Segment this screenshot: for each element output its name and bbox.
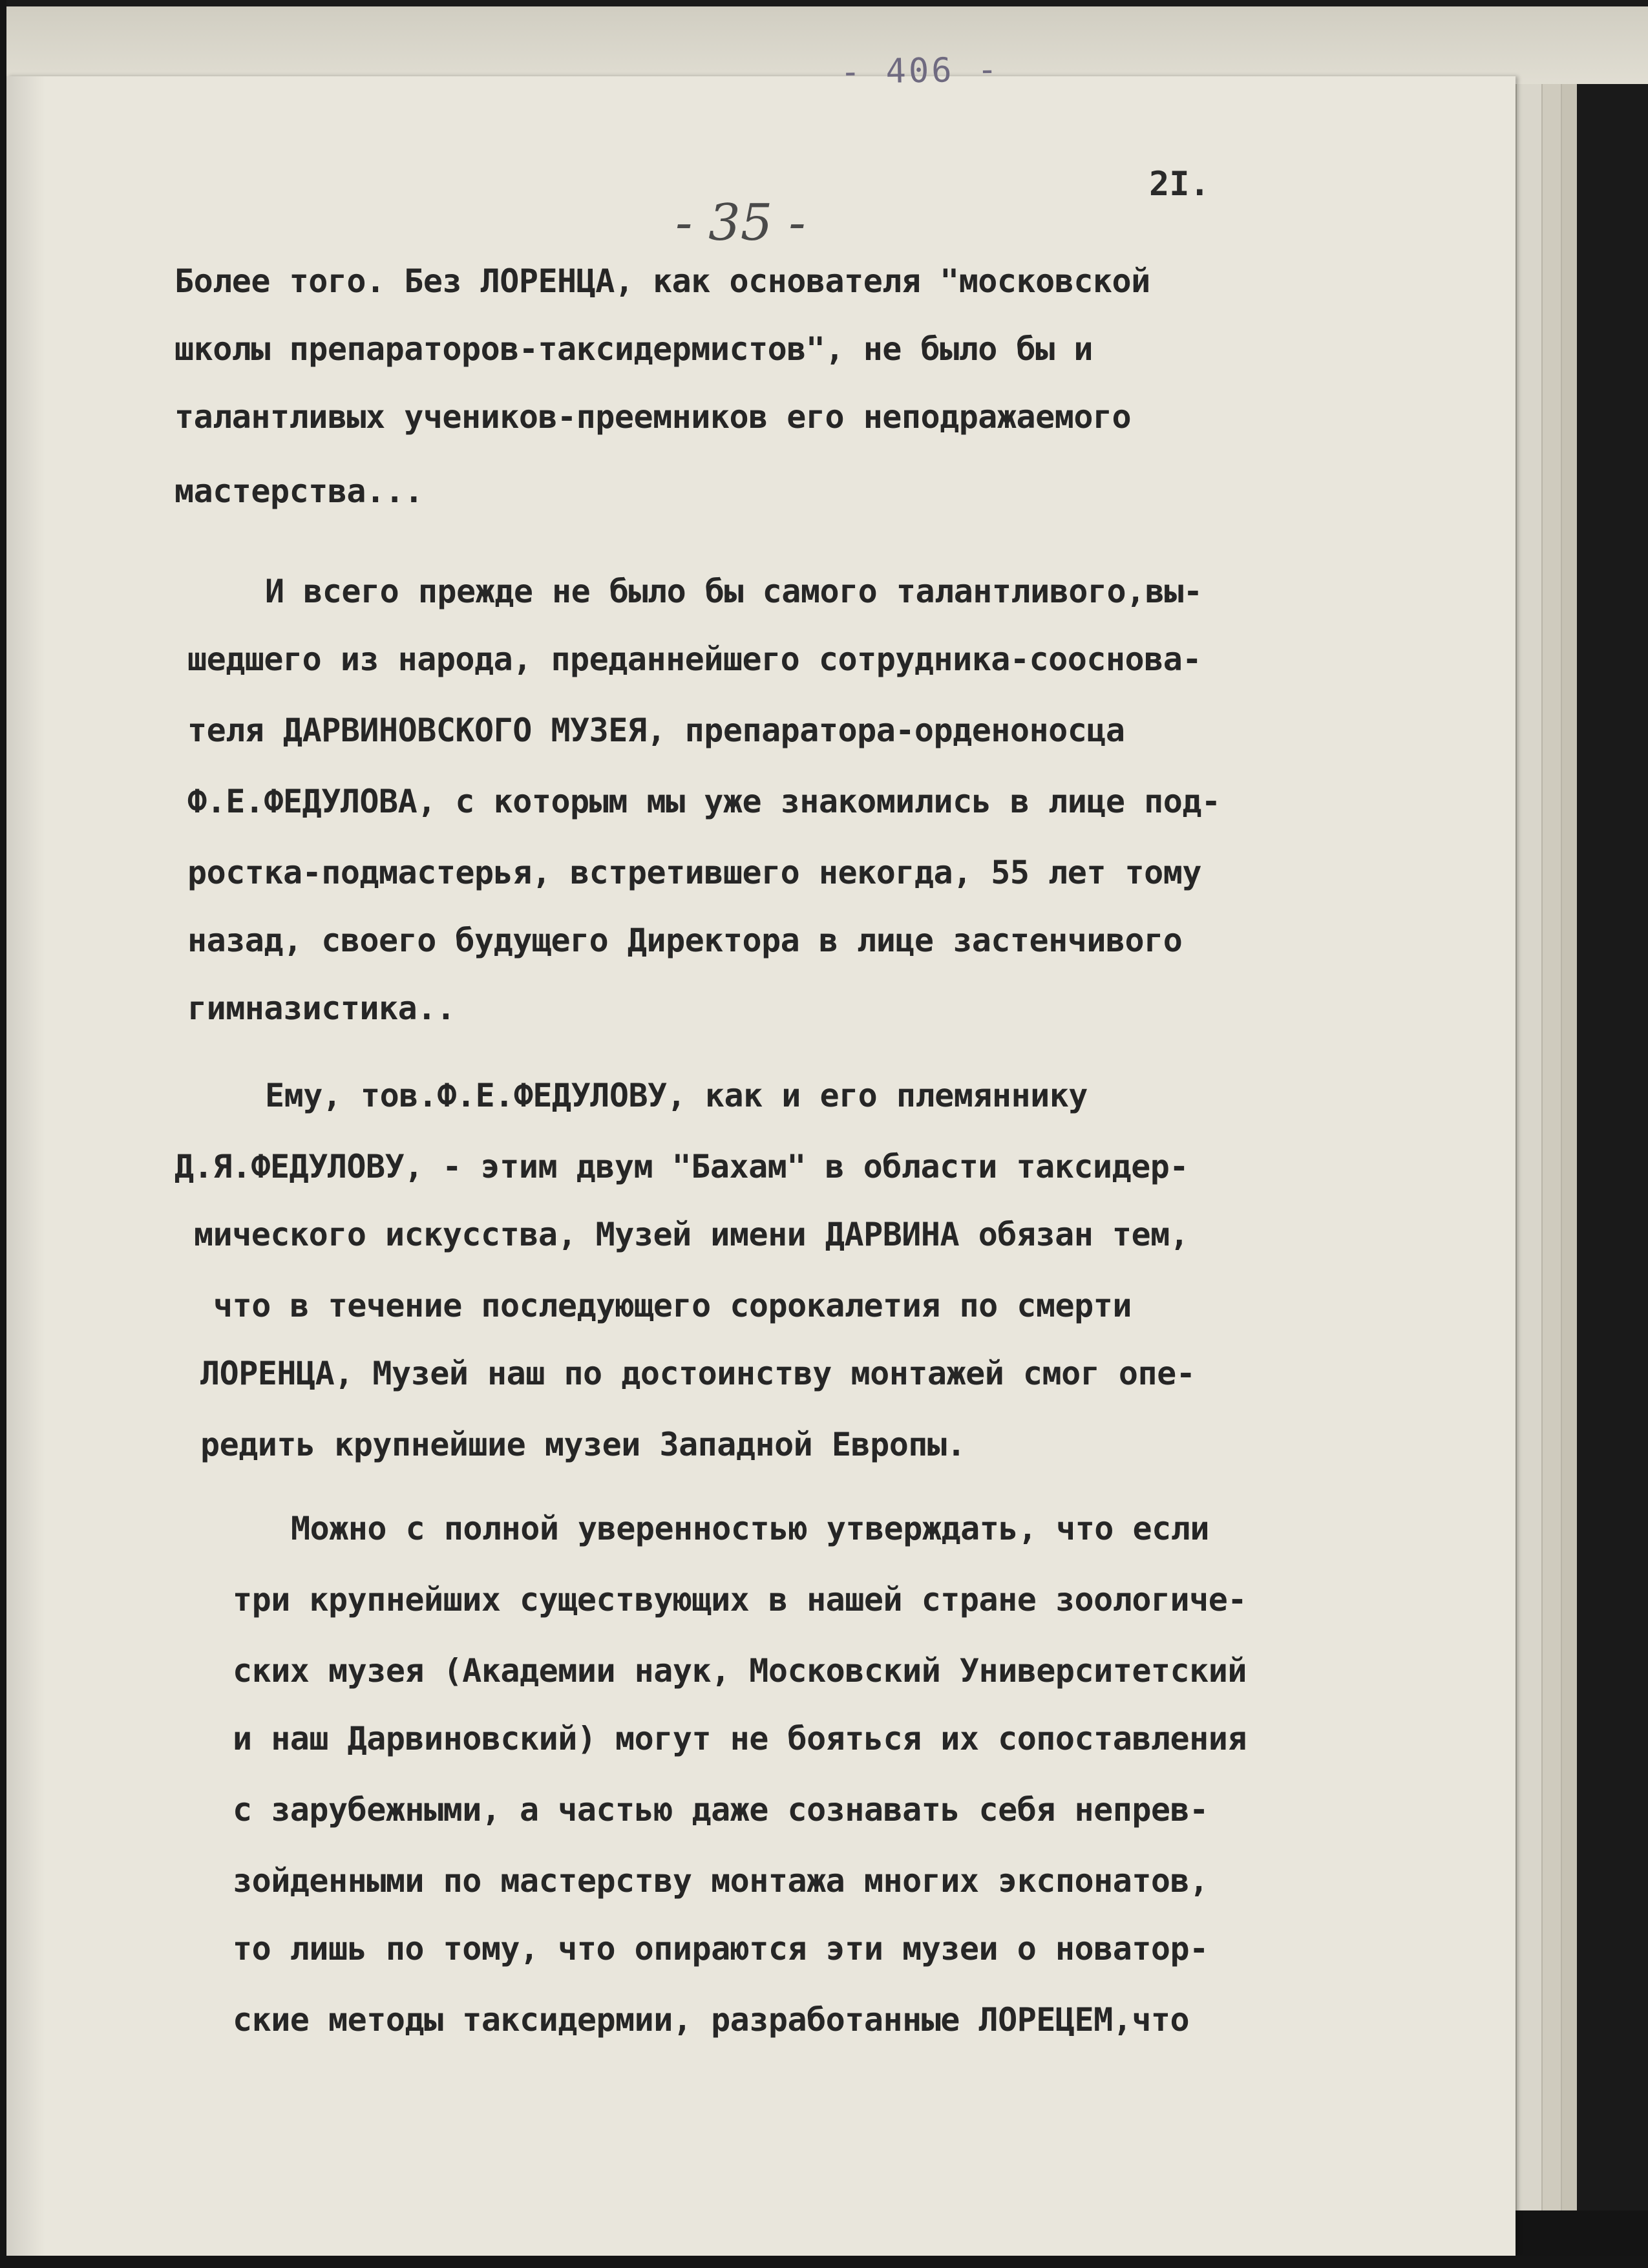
text-line: ЛОРЕНЦА, Музей наш по достоинству монтажей смог опе-	[200, 1355, 1196, 1392]
scanner-edge	[1577, 84, 1648, 2210]
text-line: три крупнейших существующих в нашей стране зоологиче-	[233, 1581, 1247, 1618]
text-line: теля ДАРВИНОВСКОГО МУЗЕЯ, препаратора-орденоносца	[187, 712, 1125, 749]
text-line: то лишь по тому, что опираются эти музеи о новатор-	[233, 1930, 1209, 1967]
text-line: и наш Дарвиновский) могут не бояться их сопоставления	[233, 1720, 1247, 1757]
text-line: мастерства...	[174, 472, 423, 510]
text-line: гимназистика..	[187, 990, 456, 1027]
text-line: И всего прежде не было бы самого талантливого,вы-	[265, 573, 1203, 610]
text-line: редить крупнейшие музеи Западной Европы.	[200, 1426, 966, 1463]
scanner-edge	[0, 2256, 1648, 2268]
archive-stamp-number: - 406 -	[840, 50, 1000, 92]
text-line: талантливых учеников-преемников его неподражаемого	[174, 398, 1132, 436]
scanner-edge	[0, 0, 6, 2268]
page-number: 2I.	[1149, 165, 1210, 204]
text-line: Д.Я.ФЕДУЛОВУ, - этим двум "Бахам" в области таксидер-	[174, 1148, 1188, 1185]
text-line: с зарубежными, а частью даже сознавать себя непрев-	[233, 1791, 1209, 1828]
text-line: шедшего из народа, преданнейшего сотрудника-сооснова-	[187, 641, 1201, 678]
page-stack-edge	[1561, 84, 1578, 2210]
text-line: школы препараторов-таксидермистов", не было бы и	[174, 330, 1093, 368]
text-line: мического искусства, Музей имени ДАРВИНА обязан тем,	[194, 1216, 1189, 1253]
text-line: назад, своего будущего Директора в лице застенчивого	[187, 922, 1183, 959]
page-stack-edge	[1541, 84, 1562, 2210]
text-line: ские методы таксидермии, разработанные ЛОРЕЦЕМ,что	[233, 2001, 1190, 2039]
text-line: зойденными по мастерству монтажа многих экспонатов,	[233, 1862, 1209, 1900]
text-line: Более того. Без ЛОРЕНЦА, как основателя "московской	[174, 262, 1150, 300]
page-stack-edge	[1516, 84, 1543, 2210]
pencil-page-number: - 35 -	[675, 194, 806, 252]
page-shadow	[6, 76, 45, 2256]
text-line: ских музея (Академии наук, Московский Университетский	[233, 1652, 1247, 1690]
text-line: ростка-подмастерья, встретившего некогда, 55 лет тому	[187, 854, 1201, 891]
scanner-edge	[0, 0, 1648, 6]
text-line: Можно с полной уверенностью утверждать, что если	[291, 1510, 1209, 1547]
text-line: что в течение последующего сорокалетия по смерти	[213, 1287, 1132, 1324]
text-line: Ему, тов.Ф.Е.ФЕДУЛОВУ, как и его племяннику	[265, 1077, 1088, 1114]
text-line: Ф.Е.ФЕДУЛОВА, с которым мы уже знакомились в лице под-	[187, 783, 1221, 820]
